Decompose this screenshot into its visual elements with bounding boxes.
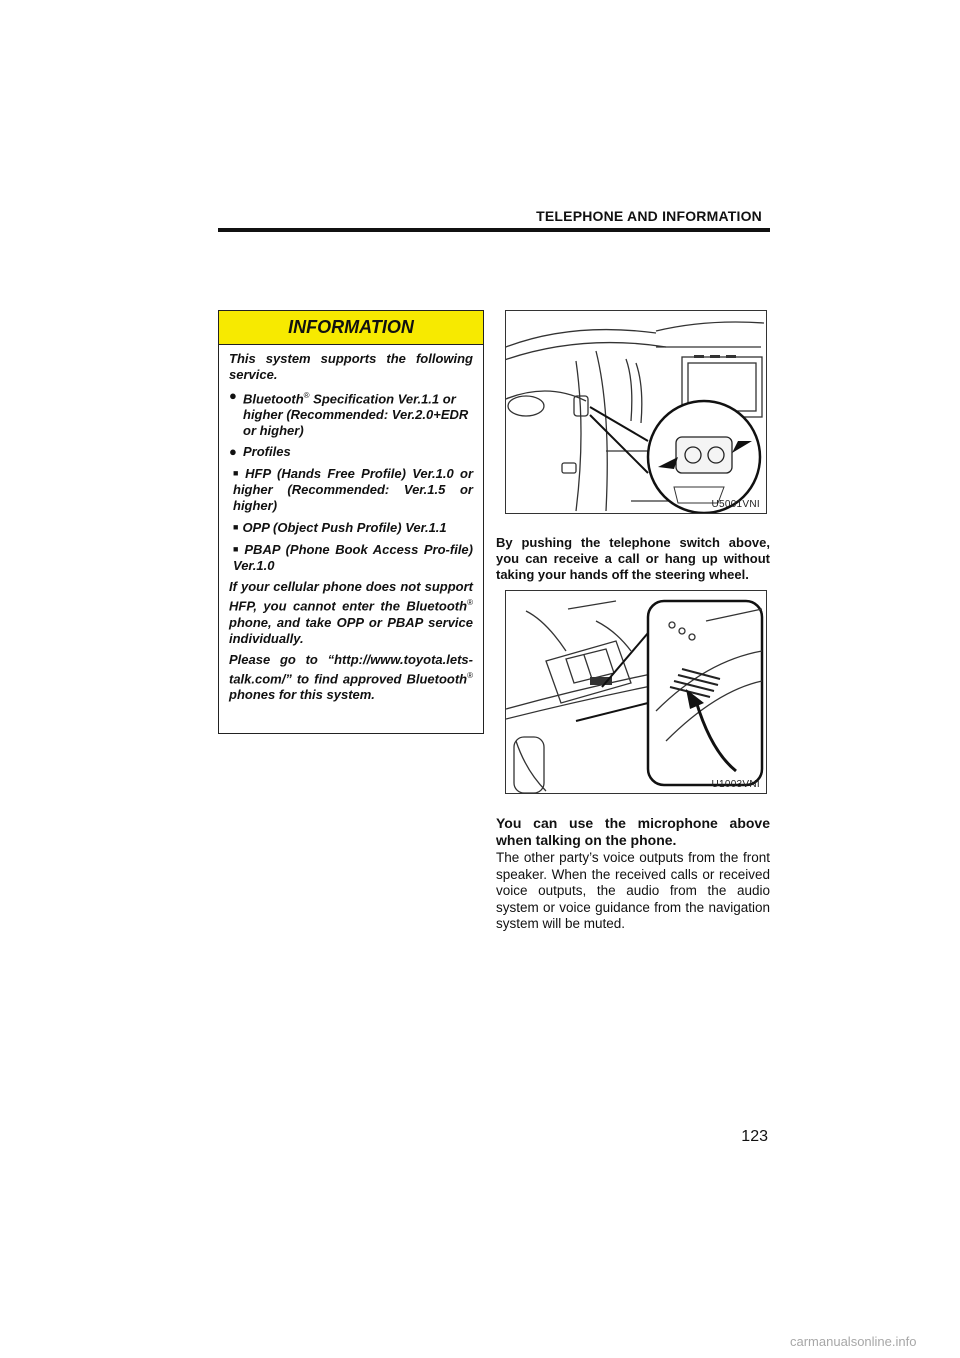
- bullet-dot-icon: ●: [229, 444, 237, 460]
- square-bullet-icon: ■: [233, 468, 242, 479]
- profile-item-opp: ■ OPP (Object Push Profile) Ver.1.1: [233, 520, 447, 536]
- registered-mark: ®: [303, 391, 310, 400]
- bullet-profiles: [229, 444, 473, 460]
- bullet-dot-icon: ●: [229, 388, 237, 403]
- overhead-console-drawing: [506, 591, 766, 793]
- voice-output-text: The other party’s voice outputs from the front speaker. When the received calls or received voice outputs, the audio from the audio system or voice guidance from the navigation system will be muted.: [496, 850, 770, 931]
- information-body: [219, 345, 483, 703]
- profiles-label: Profiles: [243, 444, 291, 460]
- bluetooth-spec: Specification Ver.1.1 or higher (Recommended: Ver.2.0+EDR or higher): [243, 391, 469, 439]
- microphone-caption: You can use the microphone above when talking on the phone.: [496, 815, 770, 848]
- page-number: 123: [741, 1128, 768, 1145]
- steering-switch-illustration: [505, 310, 767, 514]
- info-note-hfp: If your cellular phone does not support HFP, you cannot enter the Bluetooth® phone, and take OPP or PBAP service individually.: [229, 579, 473, 646]
- header-rule: [218, 228, 770, 232]
- profile-item-hfp: ■ HFP (Hands Free Profile) Ver.1.0 or higher (Recommended: Ver.1.5 or higher): [233, 466, 474, 514]
- bluetooth-name: Bluetooth: [243, 391, 304, 407]
- switch-caption: By pushing the telephone switch above, you can receive a call or hang up without taking your hands off the steering wheel.: [496, 535, 770, 582]
- profile-item-pbap: ■ PBAP (Phone Book Access Pro-file) Ver.1.0: [233, 542, 473, 574]
- steering-wheel-drawing: [506, 311, 766, 513]
- info-intro: This system supports the following service.: [229, 351, 473, 382]
- information-title: INFORMATION: [219, 311, 483, 345]
- bullet-bluetooth: [229, 388, 473, 439]
- square-bullet-icon: ■: [233, 544, 241, 555]
- info-note-website: Please go to “http://www.toyota.lets-talk.com/” to find approved Bluetooth® phones for this system.: [229, 651, 473, 702]
- square-bullet-icon: ■: [233, 522, 239, 533]
- information-box: [218, 310, 484, 734]
- microphone-illustration: [505, 590, 767, 794]
- watermark: carmanualsonline.info: [790, 1334, 917, 1349]
- section-title: TELEPHONE AND INFORMATION: [536, 208, 762, 224]
- figure-code: U5001VNI: [711, 499, 760, 510]
- figure-code: U1003VNI: [711, 779, 760, 790]
